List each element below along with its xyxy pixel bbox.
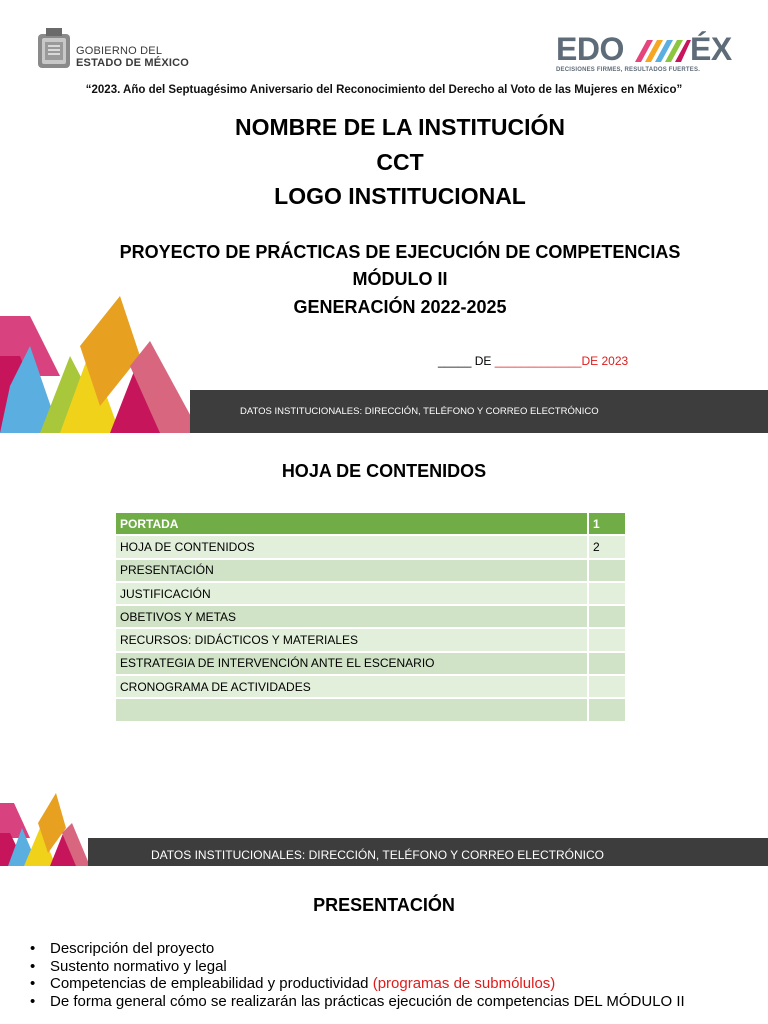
presentation-title: PRESENTACIÓN xyxy=(313,895,455,915)
toc-item-page: 2 xyxy=(588,535,626,558)
list-item xyxy=(30,993,685,1011)
edomex-tagline: DECISIONES FIRMES, RESULTADOS FUERTES. xyxy=(556,67,701,73)
institution-name: NOMBRE DE LA INSTITUCIÓN xyxy=(234,114,566,140)
toc-item-label: JUSTIFICACIÓN xyxy=(116,582,588,605)
toc-item-label: PRESENTACIÓN xyxy=(116,559,588,582)
toc-item-label xyxy=(116,698,588,721)
cct-label: CCT xyxy=(376,149,424,175)
gov-logo-line2: ESTADO DE MÉXICO xyxy=(76,57,190,69)
gobierno-estado-mexico-logo xyxy=(36,28,206,72)
date-month-blank: _____________DE 2023 xyxy=(494,354,629,368)
toc-item-page xyxy=(588,582,626,605)
list-item xyxy=(30,958,685,976)
bullet-text: Sustento normativo y legal xyxy=(50,957,227,975)
table-row xyxy=(116,559,626,582)
toc-item-label: RECURSOS: DIDÁCTICOS Y MATERIALES xyxy=(116,628,588,651)
toc-item-label: ESTRATEGIA DE INTERVENCIÓN ANTE EL ESCENARIO xyxy=(116,652,588,675)
toc-item-label: OBETIVOS Y METAS xyxy=(116,605,588,628)
project-title-line3: GENERACIÓN 2022-2025 xyxy=(293,297,507,317)
toc-item-label: PORTADA xyxy=(116,513,588,535)
edomex-wordmark-ex: ÉX xyxy=(690,31,732,67)
toc-item-page xyxy=(588,628,626,651)
toc-item-page xyxy=(588,652,626,675)
table-row xyxy=(116,605,626,628)
cover-banner-text: DATOS INSTITUCIONALES: DIRECCIÓN, TELÉFONO Y CORREO ELECTRÓNICO xyxy=(240,406,599,417)
institutional-logo-label: LOGO INSTITUCIONAL xyxy=(274,183,526,209)
table-row xyxy=(116,675,626,698)
edomex-wordmark-edo: EDO xyxy=(556,31,624,67)
project-title-line2: MÓDULO II xyxy=(352,269,448,289)
edomex-m-mark-icon xyxy=(635,34,691,66)
list-item xyxy=(30,940,685,958)
table-row xyxy=(116,582,626,605)
toc-item-page xyxy=(588,698,626,721)
table-row xyxy=(116,652,626,675)
toc-table xyxy=(116,513,627,723)
table-row xyxy=(116,535,626,558)
decorative-triangles-small-graphic xyxy=(0,793,90,866)
table-row xyxy=(116,698,626,721)
decorative-triangles-graphic xyxy=(0,296,200,433)
presentation-bullet-list xyxy=(30,940,685,1010)
year-motto: “2023. Año del Septuagésimo Aniversario del Reconocimiento del Derecho al Voto de las Mujeres en México” xyxy=(85,84,683,96)
toc-item-page xyxy=(588,559,626,582)
list-item xyxy=(30,975,685,993)
edomex-logo xyxy=(556,31,736,76)
gov-logo-text xyxy=(76,45,189,69)
footer-banner-text: DATOS INSTITUCIONALES: DIRECCIÓN, TELÉFONO Y CORREO ELECTRÓNICO xyxy=(151,848,604,862)
toc-item-page xyxy=(588,605,626,628)
project-title-line1: PROYECTO DE PRÁCTICAS DE EJECUCIÓN DE COMPETENCIAS xyxy=(119,242,681,262)
bullet-text: Competencias de empleabilidad y productividad xyxy=(50,975,373,992)
date-day-blank: _____ DE xyxy=(438,354,495,368)
toc-item-label: HOJA DE CONTENIDOS xyxy=(116,535,588,558)
state-seal-icon xyxy=(36,28,72,70)
bullet-note-red: (programas de submólulos) xyxy=(372,975,556,992)
bullet-text: Descripción del proyecto xyxy=(50,940,215,957)
toc-item-page: 1 xyxy=(588,513,626,535)
table-row xyxy=(116,513,626,535)
toc-item-page xyxy=(588,675,626,698)
table-row xyxy=(116,628,626,651)
toc-item-label: CRONOGRAMA DE ACTIVIDADES xyxy=(116,675,588,698)
date-line xyxy=(438,354,628,368)
toc-title: HOJA DE CONTENIDOS xyxy=(281,461,487,481)
gov-logo-line1: GOBIERNO DEL xyxy=(76,45,163,57)
bullet-text: De forma general cómo se realizarán las prácticas ejecución de competencias DEL MÓDULO II xyxy=(50,992,685,1010)
